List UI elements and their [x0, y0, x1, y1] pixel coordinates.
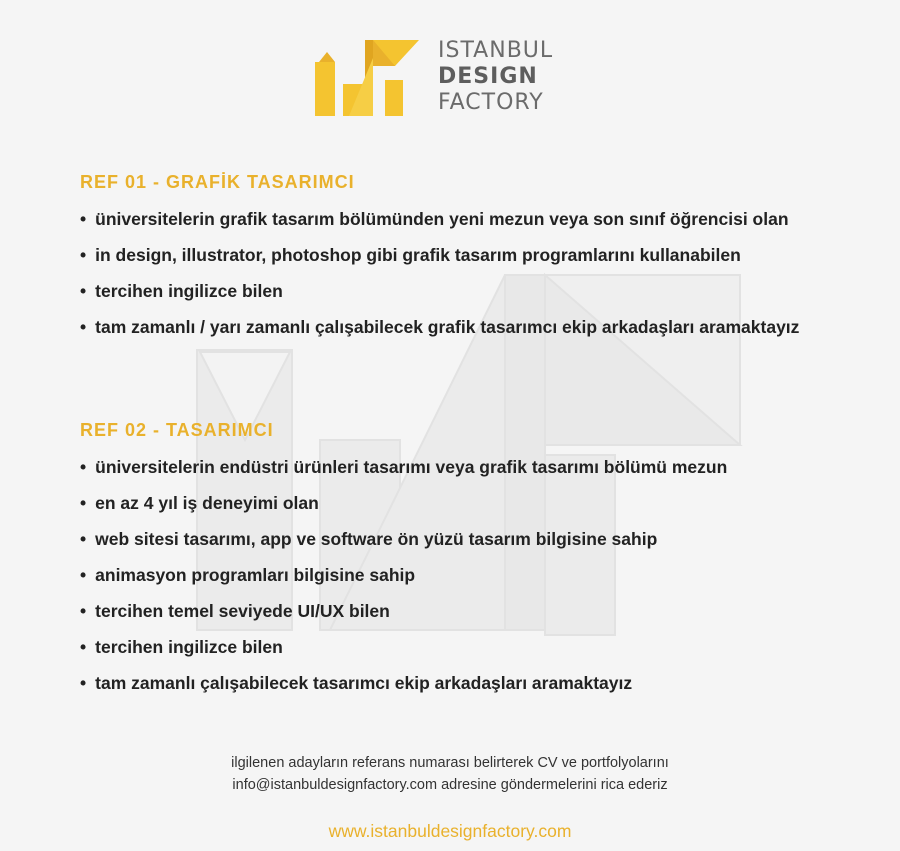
section-title: REF 02 - TASARIMCI [80, 420, 274, 440]
brand-line-1: ISTANBUL [438, 38, 554, 63]
website-link[interactable]: www.istanbuldesignfactory.com [328, 821, 572, 841]
brand-line-2: DESIGN [438, 64, 538, 89]
contact-line-2[interactable]: info@istanbuldesignfactory.com adresine göndermelerini rica ederiz [232, 777, 668, 793]
list-item: • tercihen temel seviyede UI/UX bilen [80, 593, 880, 629]
brand-name [438, 38, 553, 116]
list-item: • tercihen ingilizce bilen [80, 629, 880, 665]
section-ref-01 [80, 169, 880, 345]
contact-line-1: ilgilenen adayların referans numarası belirterek CV ve portfolyolarını [231, 755, 669, 771]
list-item: • tam zamanlı / yarı zamanlı çalışabilecek grafik tasarımcı ekip arkadaşları aramaktayız [80, 309, 880, 345]
logo-mark-icon [313, 38, 425, 118]
brand-line-3: FACTORY [438, 90, 544, 115]
requirements-list [80, 449, 880, 701]
list-item: • tam zamanlı çalışabilecek tasarımcı ekip arkadaşları aramaktayız [80, 665, 880, 701]
list-item: • in design, illustrator, photoshop gibi grafik tasarım programlarını kullanabilen [80, 237, 880, 273]
requirements-list [80, 201, 880, 345]
list-item: • animasyon programları bilgisine sahip [80, 557, 880, 593]
contact-info [0, 752, 900, 796]
section-ref-02 [80, 417, 880, 701]
list-item: • web sitesi tasarımı, app ve software ön yüzü tasarım bilgisine sahip [80, 521, 880, 557]
list-item: • üniversitelerin grafik tasarım bölümünden yeni mezun veya son sınıf öğrencisi olan [80, 201, 880, 237]
section-title: REF 01 - GRAFİK TASARIMCI [80, 172, 355, 192]
list-item: • üniversitelerin endüstri ürünleri tasarımı veya grafik tasarımı bölümü mezun [80, 449, 880, 485]
brand-logo [313, 38, 573, 118]
list-item: • tercihen ingilizce bilen [80, 273, 880, 309]
list-item: • en az 4 yıl iş deneyimi olan [80, 485, 880, 521]
